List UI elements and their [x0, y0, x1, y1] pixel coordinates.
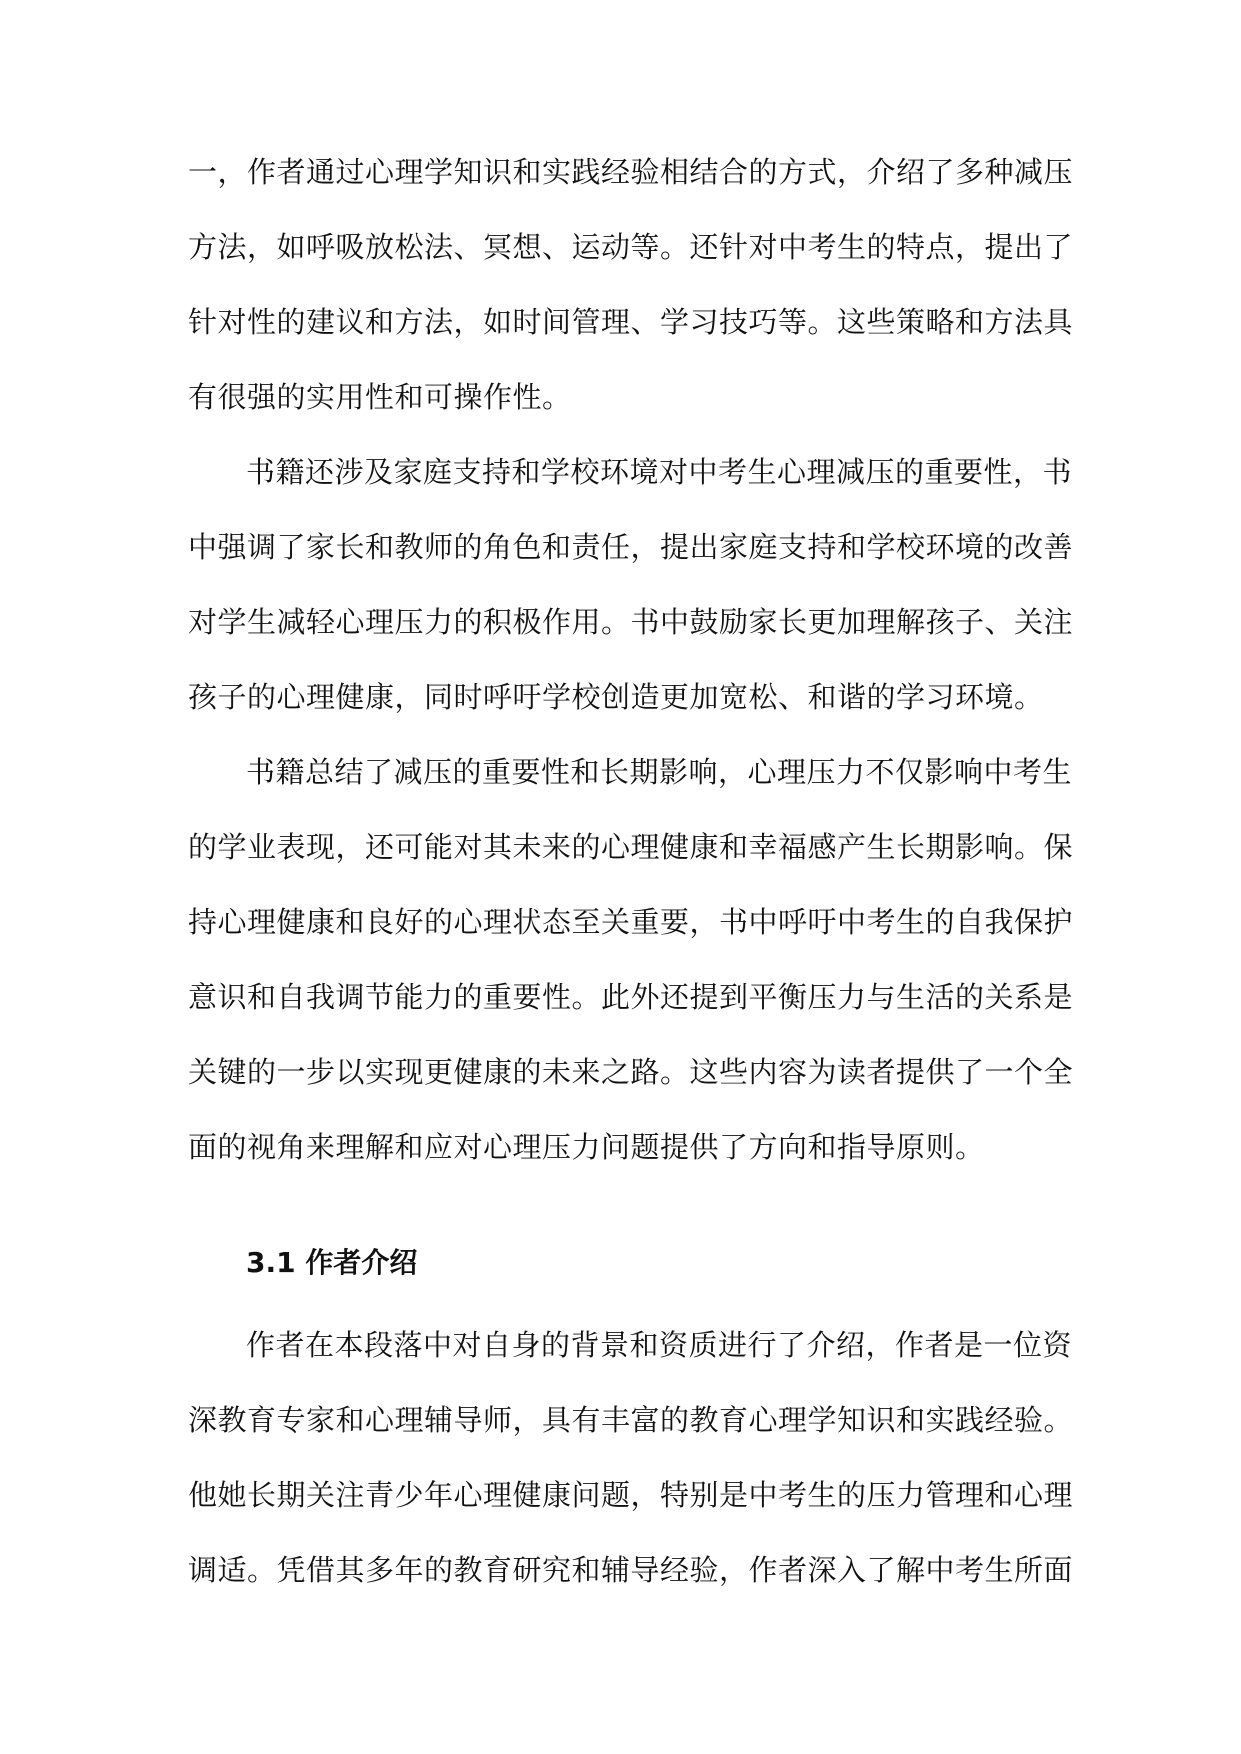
paragraph-3-line-3: 持心理健康和良好的心理状态至关重要，书中呼吁中考生的自我保护: [188, 905, 1074, 939]
paragraph-1-line-4: 有很强的实用性和可操作性。: [188, 380, 572, 414]
paragraph-3-line-1: 书籍总结了减压的重要性和长期影响，心理压力不仅影响中考生: [246, 755, 1073, 789]
paragraph-3-line-4: 意识和自我调节能力的重要性。此外还提到平衡压力与生活的关系是: [188, 980, 1074, 1014]
paragraph-1-line-3: 针对性的建议和方法，如时间管理、学习技巧等。这些策略和方法具: [188, 305, 1074, 339]
paragraph-1-line-2: 方法，如呼吸放松法、冥想、运动等。还针对中考生的特点，提出了: [188, 230, 1074, 264]
paragraph-4-line-1: 作者在本段落中对自身的背景和资质进行了介绍，作者是一位资: [246, 1328, 1073, 1362]
paragraph-3-line-2: 的学业表现，还可能对其未来的心理健康和幸福感产生长期影响。保: [188, 830, 1074, 864]
paragraph-3-line-6: 面的视角来理解和应对心理压力问题提供了方向和指导原则。: [188, 1130, 985, 1164]
paragraph-1-line-1: 一，作者通过心理学知识和实践经验相结合的方式，介绍了多种减压: [188, 155, 1074, 189]
paragraph-2-line-4: 孩子的心理健康，同时呼吁学校创造更加宽松、和谐的学习环境。: [188, 680, 1044, 714]
paragraph-4-line-4: 调适。凭借其多年的教育研究和辅导经验，作者深入了解中考生所面: [188, 1553, 1074, 1587]
paragraph-4-line-2: 深教育专家和心理辅导师，具有丰富的教育心理学知识和实践经验。: [188, 1403, 1074, 1437]
paragraph-4-line-3: 他她长期关注青少年心理健康问题，特别是中考生的压力管理和心理: [188, 1478, 1074, 1512]
paragraph-3-line-5: 关键的一步以实现更健康的未来之路。这些内容为读者提供了一个全: [188, 1055, 1074, 1089]
section-heading: 3.1 作者介绍: [246, 1246, 418, 1279]
paragraph-2-line-1: 书籍还涉及家庭支持和学校环境对中考生心理减压的重要性，书: [246, 455, 1073, 489]
paragraph-2-line-2: 中强调了家长和教师的角色和责任，提出家庭支持和学校环境的改善: [188, 530, 1074, 564]
paragraph-2-line-3: 对学生减轻心理压力的积极作用。书中鼓励家长更加理解孩子、关注: [188, 605, 1074, 639]
